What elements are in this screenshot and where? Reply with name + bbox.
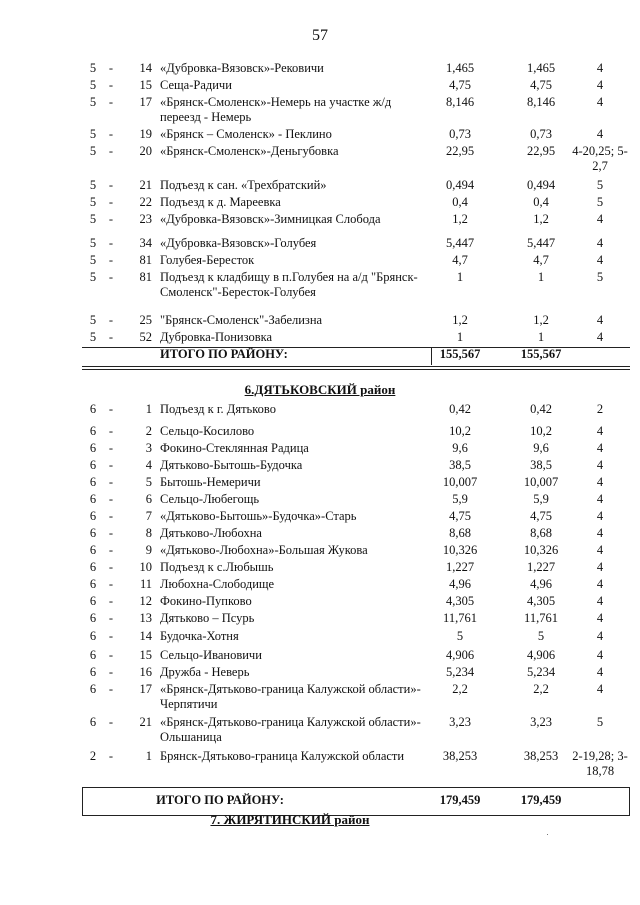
length-hard-surface-cell: 4,7 — [533, 253, 549, 267]
length-total-cell: 5 — [456, 629, 464, 643]
length-total-cell: 4,75 — [449, 78, 471, 92]
category-cell: 4 — [596, 526, 604, 540]
road-number-cell: 23 — [139, 212, 152, 226]
category-cell: 4 — [596, 313, 604, 327]
length-hard-surface-cell: 0,73 — [530, 127, 552, 141]
road-name-cell: Бытошь-Немеричи — [160, 475, 261, 489]
road-number-cell: 1 — [145, 749, 152, 763]
separator-cell: - — [108, 715, 114, 729]
road-group-cell: 5 — [89, 178, 97, 192]
length-hard-surface-cell: 3,23 — [530, 715, 552, 729]
length-hard-surface-cell: 0,494 — [526, 178, 556, 192]
separator-cell: - — [108, 402, 114, 416]
total-value-1: 179,459 — [439, 793, 481, 807]
road-number-cell: 4 — [145, 458, 152, 472]
length-total-cell: 0,73 — [449, 127, 471, 141]
category-cell: 4 — [596, 236, 604, 250]
road-group-cell: 6 — [89, 509, 97, 523]
total-value-1: 155,567 — [439, 347, 481, 361]
length-hard-surface-cell: 0,4 — [533, 195, 549, 209]
separator-cell: - — [108, 78, 114, 92]
road-name-cell: Любохна-Слободище — [160, 577, 275, 591]
road-group-cell: 5 — [89, 253, 97, 267]
road-group-cell: 5 — [89, 195, 97, 209]
length-hard-surface-cell: 1 — [537, 270, 545, 284]
category-cell: 4 — [596, 560, 604, 574]
road-number-cell: 25 — [139, 313, 152, 327]
road-group-cell: 5 — [89, 212, 97, 226]
length-total-cell: 4,75 — [449, 509, 471, 523]
road-number-cell: 15 — [139, 648, 152, 662]
length-total-cell: 8,146 — [445, 95, 475, 109]
length-total-cell: 8,68 — [449, 526, 471, 540]
road-group-cell: 6 — [89, 629, 97, 643]
road-name-cell: Дятьково-Бытошь-Будочка — [160, 458, 303, 472]
road-name-cell: Сельцо-Любегощь — [160, 492, 260, 506]
road-group-cell: 6 — [89, 402, 97, 416]
road-number-cell: 52 — [139, 330, 152, 344]
road-group-cell: 6 — [89, 458, 97, 472]
category-cell: 4 — [596, 577, 604, 591]
road-number-cell: 2 — [145, 424, 152, 438]
road-number-cell: 21 — [139, 715, 152, 729]
length-total-cell: 4,305 — [445, 594, 475, 608]
road-name-cell: Сельцо-Косилово — [160, 424, 255, 438]
road-group-cell: 6 — [89, 611, 97, 625]
separator-cell: - — [108, 509, 114, 523]
category-cell: 4 — [596, 78, 604, 92]
road-number-cell: 34 — [139, 236, 152, 250]
category-cell: 5 — [596, 178, 604, 192]
road-number-cell: 6 — [145, 492, 152, 506]
road-name-cell: Дятьково – Псурь — [160, 611, 255, 625]
section-heading-dyatkovo: 6.ДЯТЬКОВСКИЙ район — [244, 382, 396, 397]
separator-cell: - — [108, 424, 114, 438]
road-number-cell: 11 — [139, 577, 152, 591]
category-cell: 4 — [596, 492, 604, 506]
road-number-cell: 10 — [139, 560, 152, 574]
separator-cell: - — [108, 441, 114, 455]
category-cell: 4-20,25; 5-2,7 — [572, 144, 628, 173]
length-total-cell: 38,5 — [449, 458, 471, 472]
separator-cell: - — [108, 212, 114, 226]
road-group-cell: 5 — [89, 61, 97, 75]
length-total-cell: 11,761 — [443, 611, 477, 625]
length-hard-surface-cell: 5 — [537, 629, 545, 643]
category-cell: 4 — [596, 95, 604, 109]
road-number-cell: 81 — [139, 253, 152, 267]
separator-cell: - — [108, 178, 114, 192]
length-hard-surface-cell: 4,305 — [526, 594, 556, 608]
length-hard-surface-cell: 1,2 — [533, 313, 549, 327]
length-total-cell: 1 — [456, 330, 464, 344]
road-name-cell: «Брянск-Дятьково-граница Калужской области»-Ольшаница — [160, 715, 421, 744]
separator-cell: - — [108, 577, 114, 591]
rule-below-total-1b — [82, 369, 630, 370]
separator-cell: - — [108, 253, 114, 267]
separator-cell: - — [108, 61, 114, 75]
separator-cell: - — [108, 594, 114, 608]
length-hard-surface-cell: 1,2 — [533, 212, 549, 226]
road-number-cell: 81 — [139, 270, 152, 284]
length-total-cell: 1,2 — [452, 212, 468, 226]
road-group-cell: 6 — [89, 560, 97, 574]
separator-cell: - — [108, 560, 114, 574]
length-total-cell: 4,7 — [452, 253, 468, 267]
road-name-cell: Будочка-Хотня — [160, 629, 239, 643]
road-group-cell: 5 — [89, 78, 97, 92]
road-name-cell: «Брянск-Смоленск»-Деньгубовка — [160, 144, 339, 158]
category-cell: 2-19,28; 3-18,78 — [572, 749, 628, 778]
rule-below-total-1 — [82, 366, 630, 367]
separator-cell: - — [108, 95, 114, 109]
category-cell: 4 — [596, 543, 604, 557]
separator-cell: - — [108, 144, 114, 158]
length-total-cell: 10,326 — [442, 543, 478, 557]
separator-cell: - — [108, 526, 114, 540]
length-hard-surface-cell: 38,5 — [530, 458, 552, 472]
road-number-cell: 12 — [139, 594, 152, 608]
category-cell: 4 — [596, 629, 604, 643]
road-name-cell: "Брянск-Смоленск"-Забелизна — [160, 313, 323, 327]
total-value-2: 179,459 — [520, 793, 562, 807]
total-label: ИТОГО ПО РАЙОНУ: — [156, 793, 284, 807]
road-name-cell: Подъезд к кладбищу в п.Голубея на а/д "Брянск-Смоленск"-Бересток-Голубея — [160, 270, 418, 299]
length-total-cell: 10,2 — [449, 424, 471, 438]
length-total-cell: 3,23 — [449, 715, 471, 729]
length-hard-surface-cell: 10,007 — [523, 475, 559, 489]
category-cell: 4 — [596, 594, 604, 608]
road-name-cell: Дубровка-Понизовка — [160, 330, 273, 344]
road-name-cell: «Дубровка-Вязовск»-Зимницкая Слобода — [160, 212, 381, 226]
separator-cell: - — [108, 682, 114, 696]
category-cell: 4 — [596, 682, 604, 696]
road-name-cell: «Дубровка-Вязовск»-Рековичи — [160, 61, 324, 75]
length-total-cell: 4,96 — [449, 577, 471, 591]
category-cell: 4 — [596, 253, 604, 267]
separator-cell: - — [108, 313, 114, 327]
category-cell: 4 — [596, 611, 604, 625]
road-group-cell: 6 — [89, 526, 97, 540]
road-group-cell: 5 — [89, 330, 97, 344]
road-group-cell: 5 — [89, 144, 97, 158]
length-hard-surface-cell: 1,227 — [526, 560, 556, 574]
length-total-cell: 2,2 — [452, 682, 468, 696]
separator-cell: - — [108, 458, 114, 472]
separator-cell: - — [108, 749, 114, 763]
road-group-cell: 6 — [89, 665, 97, 679]
road-number-cell: 22 — [139, 195, 152, 209]
road-group-cell: 6 — [89, 577, 97, 591]
length-total-cell: 0,4 — [452, 195, 468, 209]
category-cell: 4 — [596, 458, 604, 472]
road-number-cell: 17 — [139, 682, 152, 696]
length-total-cell: 0,42 — [449, 402, 471, 416]
road-number-cell: 15 — [139, 78, 152, 92]
road-name-cell: «Брянск-Смоленск»-Немерь на участке ж/д переезд - Немерь — [160, 95, 392, 124]
separator-cell: - — [108, 611, 114, 625]
road-group-cell: 6 — [89, 648, 97, 662]
road-number-cell: 13 — [139, 611, 152, 625]
separator-cell: - — [108, 195, 114, 209]
road-name-cell: «Дятьково-Бытошь»-Будочка»-Старь — [160, 509, 357, 523]
total-value-2: 155,567 — [520, 347, 562, 361]
length-hard-surface-cell: 1 — [537, 330, 545, 344]
road-number-cell: 9 — [145, 543, 152, 557]
road-name-cell: Подъезд к д. Мареевка — [160, 195, 281, 209]
road-name-cell: Подъезд к с.Любышь — [160, 560, 274, 574]
total-label: ИТОГО ПО РАЙОНУ: — [160, 347, 288, 361]
category-cell: 4 — [596, 212, 604, 226]
length-hard-surface-cell: 11,761 — [524, 611, 558, 625]
length-total-cell: 4,906 — [445, 648, 475, 662]
separator-cell: - — [108, 330, 114, 344]
length-hard-surface-cell: 4,906 — [526, 648, 556, 662]
length-hard-surface-cell: 5,234 — [526, 665, 556, 679]
road-number-cell: 14 — [139, 629, 152, 643]
road-group-cell: 5 — [89, 127, 97, 141]
road-group-cell: 6 — [89, 594, 97, 608]
length-total-cell: 1,227 — [445, 560, 475, 574]
separator-cell: - — [108, 270, 114, 284]
road-name-cell: Дятьково-Любохна — [160, 526, 262, 540]
length-hard-surface-cell: 0,42 — [530, 402, 552, 416]
length-hard-surface-cell: 4,96 — [530, 577, 552, 591]
length-hard-surface-cell: 4,75 — [530, 78, 552, 92]
road-group-cell: 6 — [89, 715, 97, 729]
category-cell: 4 — [596, 127, 604, 141]
length-hard-surface-cell: 8,68 — [530, 526, 552, 540]
category-cell: 4 — [596, 509, 604, 523]
category-cell: 4 — [596, 648, 604, 662]
category-cell: 4 — [596, 665, 604, 679]
length-hard-surface-cell: 2,2 — [533, 682, 549, 696]
road-name-cell: Подъезд к г. Дятьково — [160, 402, 276, 416]
category-cell: 4 — [596, 441, 604, 455]
road-number-cell: 19 — [139, 127, 152, 141]
category-cell: 4 — [596, 330, 604, 344]
road-group-cell: 5 — [89, 313, 97, 327]
length-total-cell: 1,465 — [445, 61, 475, 75]
separator-cell: - — [108, 665, 114, 679]
length-total-cell: 0,494 — [445, 178, 475, 192]
road-group-cell: 6 — [89, 475, 97, 489]
road-group-cell: 6 — [89, 682, 97, 696]
category-cell: 2 — [596, 402, 604, 416]
road-number-cell: 3 — [145, 441, 152, 455]
section-heading-zhiryatino: 7. ЖИРЯТИНСКИЙ район — [210, 812, 370, 827]
length-hard-surface-cell: 10,2 — [530, 424, 552, 438]
separator-cell: - — [108, 648, 114, 662]
length-total-cell: 5,234 — [445, 665, 475, 679]
length-total-cell: 5,447 — [445, 236, 475, 250]
road-name-cell: Сеща-Радичи — [160, 78, 232, 92]
road-number-cell: 1 — [145, 402, 152, 416]
road-group-cell: 6 — [89, 543, 97, 557]
category-cell: 5 — [596, 195, 604, 209]
road-number-cell: 16 — [139, 665, 152, 679]
separator-cell: - — [108, 236, 114, 250]
road-number-cell: 17 — [139, 95, 152, 109]
road-name-cell: «Дятьково-Любохна»-Большая Жукова — [160, 543, 368, 557]
road-number-cell: 8 — [145, 526, 152, 540]
road-number-cell: 7 — [145, 509, 152, 523]
road-name-cell: Фокино-Пупково — [160, 594, 252, 608]
road-name-cell: Фокино-Стеклянная Радица — [160, 441, 309, 455]
separator-cell: - — [108, 543, 114, 557]
length-hard-surface-cell: 1,465 — [526, 61, 556, 75]
length-hard-surface-cell: 10,326 — [523, 543, 559, 557]
category-cell: 4 — [596, 61, 604, 75]
length-total-cell: 1 — [456, 270, 464, 284]
road-group-cell: 5 — [89, 95, 97, 109]
separator-cell: - — [108, 475, 114, 489]
road-group-cell: 2 — [89, 749, 97, 763]
length-total-cell: 38,253 — [442, 749, 478, 763]
road-group-cell: 5 — [89, 270, 97, 284]
separator-cell: - — [108, 127, 114, 141]
road-number-cell: 5 — [145, 475, 152, 489]
category-cell: 4 — [596, 475, 604, 489]
length-hard-surface-cell: 22,95 — [526, 144, 556, 158]
road-name-cell: «Брянск-Дятьково-граница Калужской области»-Черпятичи — [160, 682, 421, 711]
road-group-cell: 6 — [89, 424, 97, 438]
road-name-cell: Дружба - Неверь — [160, 665, 250, 679]
road-number-cell: 21 — [139, 178, 152, 192]
length-hard-surface-cell: 4,75 — [530, 509, 552, 523]
length-total-cell: 5,9 — [452, 492, 468, 506]
road-group-cell: 6 — [89, 492, 97, 506]
length-total-cell: 22,95 — [445, 144, 475, 158]
category-cell: 5 — [596, 715, 604, 729]
separator-cell: - — [108, 492, 114, 506]
road-name-cell: «Дубровка-Вязовск»-Голубея — [160, 236, 317, 250]
length-total-cell: 1,2 — [452, 313, 468, 327]
road-name-cell: «Брянск – Смоленск» - Пеклино — [160, 127, 332, 141]
length-total-cell: 10,007 — [442, 475, 478, 489]
road-name-cell: Голубея-Бересток — [160, 253, 255, 267]
length-hard-surface-cell: 9,6 — [533, 441, 549, 455]
separator-cell: - — [108, 629, 114, 643]
road-group-cell: 5 — [89, 236, 97, 250]
road-number-cell: 20 — [139, 144, 152, 158]
category-cell: 5 — [596, 270, 604, 284]
length-hard-surface-cell: 5,447 — [526, 236, 556, 250]
category-cell: 4 — [596, 424, 604, 438]
road-name-cell: Подъезд к сан. «Трехбратский» — [160, 178, 327, 192]
road-group-cell: 6 — [89, 441, 97, 455]
scan-speck — [547, 834, 548, 835]
length-hard-surface-cell: 5,9 — [533, 492, 549, 506]
page-number: 57 — [312, 27, 328, 44]
length-total-cell: 9,6 — [452, 441, 468, 455]
road-number-cell: 14 — [139, 61, 152, 75]
length-hard-surface-cell: 8,146 — [526, 95, 556, 109]
length-hard-surface-cell: 38,253 — [523, 749, 559, 763]
road-name-cell: Сельцо-Ивановичи — [160, 648, 262, 662]
road-name-cell: Брянск-Дятьково-граница Калужской области — [160, 749, 405, 763]
